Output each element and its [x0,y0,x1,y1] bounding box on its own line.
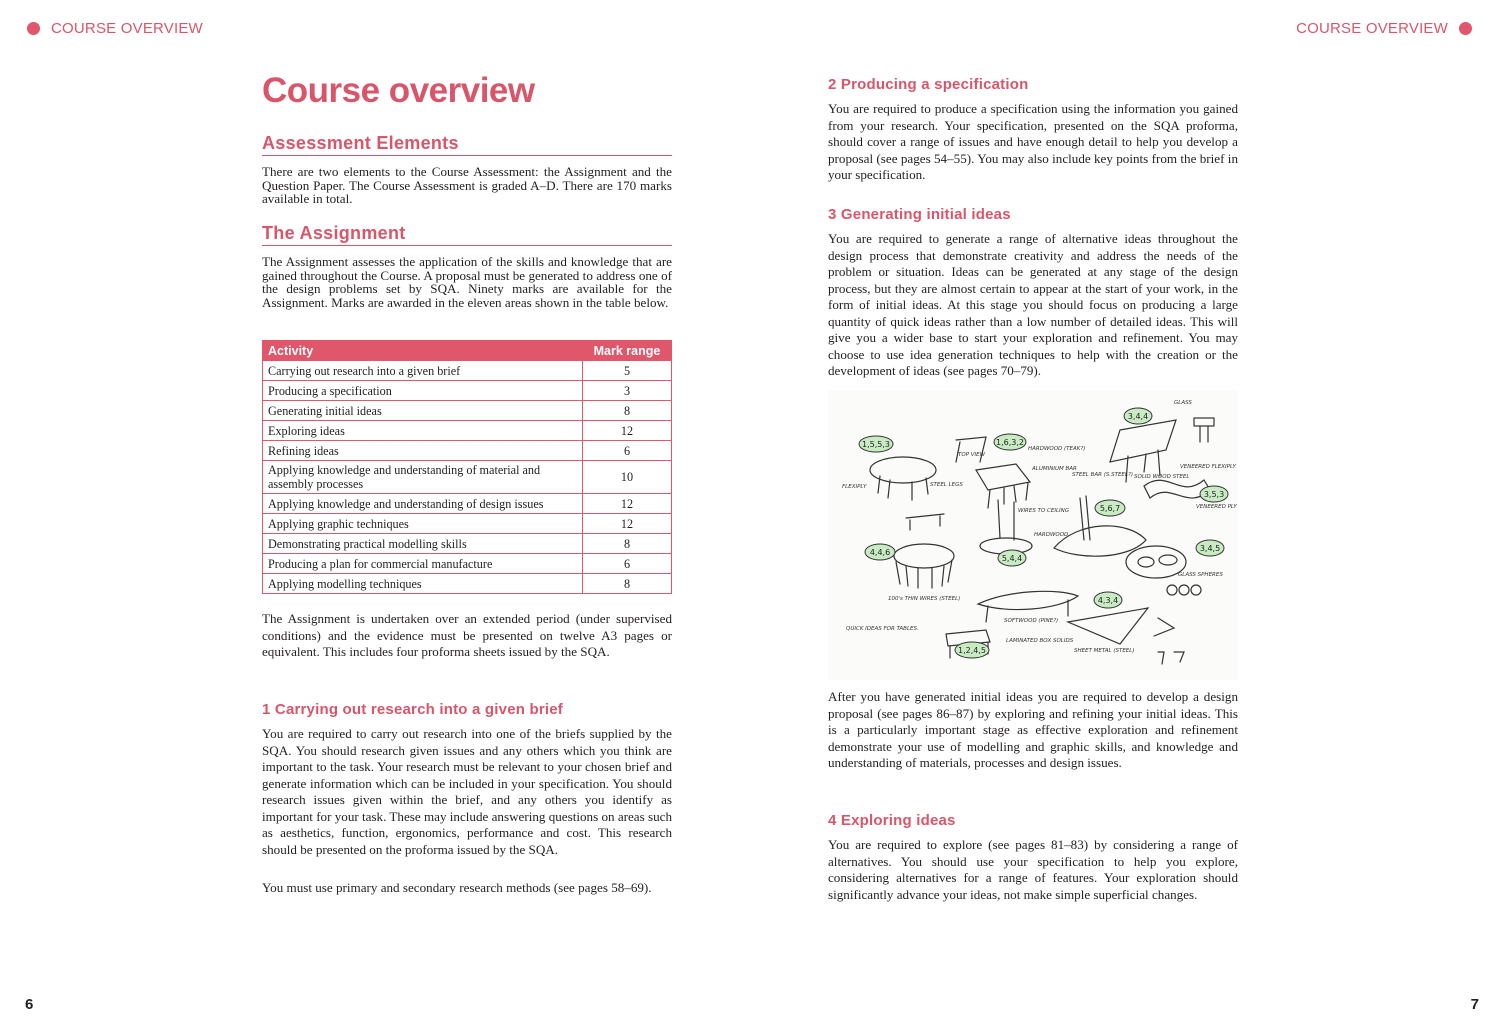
sketch-annotation: STEEL BAR (S.STEEL?) [1072,472,1134,478]
activity-cell: Demonstrating practical modelling skills [263,534,583,554]
marks-cell: 6 [583,554,672,574]
idea-badge-label: 1,5,5,3 [862,440,890,449]
table-header-row [263,341,672,361]
marks-cell: 12 [583,421,672,441]
sketch-annotation: WIRES TO CEILING [1018,508,1070,514]
sketch-annotation: HARDWOOD [1034,532,1069,538]
sketch-annotation: 100's THIN WIRES (STEEL) [888,596,961,602]
sketch-annotation: HARDWOOD (TEAK?) [1028,446,1086,452]
section4-heading: 4 Exploring ideas [828,812,956,829]
table-row [263,574,672,594]
section2-text: You are required to produce a specification using the information you gained from your research. Your specification, presented on the SQA proforma, should cover a range of issues and have enough detail to help you develop a proposal (see pages 54–55). You may also include key points from the brief in your specification. [828,101,1238,182]
running-header-left-text: COURSE OVERVIEW [51,20,203,37]
activity-cell: Exploring ideas [263,421,583,441]
sketch-annotation: TOP VIEW [958,452,986,458]
idea-badge-label: 4,4,6 [869,548,891,557]
marks-cell: 3 [583,381,672,401]
sketch-annotation: SOLID WOOD STEEL [1134,474,1190,480]
running-header-right [1296,20,1472,37]
page-number-right: 7 [1470,996,1479,1013]
assignment-period-text: The Assignment is undertaken over an extended period (under supervised conditions) and the evidence must be presented on twelve A3 pages or equivalent. This includes four proforma sheets issued by the SQA. [262,611,672,659]
idea-badge-label: 1,6,3,2 [996,438,1024,447]
section2-heading: 2 Producing a specification [828,76,1029,93]
activity-cell: Applying knowledge and understanding of material and assembly processes [263,461,583,494]
marks-cell: 8 [583,574,672,594]
idea-badge-label: 1,2,4,5 [958,646,986,655]
idea-badge-label: 5,6,7 [1099,504,1121,513]
idea-badge-label: 3,4,4 [1127,412,1149,421]
sketch-annotation: SOFTWOOD (PINE?) [1004,618,1059,624]
section1-text-research-methods: You must use primary and secondary research methods (see pages 58–69). [262,880,652,895]
table-row [263,514,672,534]
sketch-triangle-table [1068,608,1148,644]
section4-text: You are required to explore (see pages 81–83) by considering a range of alternatives. You should use your specification to help you explore, considering alternatives for a range of features. Your exploration should significantly advance your ideas, not make simple superficial changes. [828,837,1238,902]
activity-cell: Applying knowledge and understanding of design issues [263,494,583,514]
marks-cell: 8 [583,401,672,421]
sketch-trestle-table [956,437,986,462]
marks-cell: 10 [583,461,672,494]
section1-text: You are required to carry out research into one of the briefs supplied by the SQA. You should research given issues and any others which you think are important to the task. Your research must be relevant to your chosen brief and generate information which can be included in your specification. You should research issues given within the brief, and any others you identify as important for your task. These may include answering questions on areas such as aesthetics, function, ergonomics, performance and cost. This research should be presented on the proforma issued by the SQA. [262,726,672,857]
activity-cell: Generating initial ideas [263,401,583,421]
after-ideas-text: After you have generated initial ideas you are required to develop a design proposal (see pages 86–87) by exploring and refining your initial ideas. This is a particularly important stage as effective exploration and refinement demonstrate your use of modelling and graphic skills, and knowledge and understanding of materials, processes and design issues. [828,689,1238,770]
sketch-annotation: VENEERED PLY [1196,504,1237,510]
sketch-annotation: VENEERED FLEXIPLY [1180,464,1236,470]
marks-cell: 8 [583,534,672,554]
table-sketches-drawing [828,390,1238,680]
activity-cell: Applying graphic techniques [263,514,583,534]
idea-badge-label: 3,5,3 [1203,490,1225,499]
initial-ideas-sketch [828,390,1238,680]
table-header-activity: Activity [263,341,583,361]
page-number-left: 6 [25,996,34,1013]
activity-cell: Applying modelling techniques [263,574,583,594]
activity-cell: Producing a specification [263,381,583,401]
sketch-annotation: LAMINATED BOX SOLIDS [1006,638,1074,644]
activity-cell: Producing a plan for commercial manufacture [263,554,583,574]
assignment-text: The Assignment assesses the application of the skills and knowledge that are gained throughout the Course. A proposal must be generated to address one of the design problems set by SQA. Ninety marks are available for the Assignment. Marks are awarded in the eleven areas shown in the table below. [262,254,672,310]
sketch-annotation: ALUMINIUM BAR [1032,466,1077,472]
table-row [263,381,672,401]
running-header-left [27,20,203,37]
assessment-elements-text: There are two elements to the Course Assessment: the Assignment and the Question Paper. The Course Assessment is graded A–D. There are 170 marks available in total. [262,164,672,206]
activity-cell: Carrying out research into a given brief [263,361,583,381]
page-title: Course overview [262,71,535,110]
table-row [263,534,672,554]
table-row [263,461,672,494]
activity-cell: Refining ideas [263,441,583,461]
bullet-dot-icon [27,22,40,35]
table-row [263,421,672,441]
section3-heading: 3 Generating initial ideas [828,206,1011,223]
idea-badge-label: 3,4,5 [1199,544,1221,553]
sketch-front-view [906,514,944,530]
sketch-rect-table [976,464,1030,490]
sketch-annotation: GLASS [1174,400,1192,406]
sketch-long-table [978,591,1078,609]
section1-heading: 1 Carrying out research into a given brief [262,701,563,718]
sketch-annotation: FLEXIPLY [842,484,867,490]
idea-badge-label: 5,4,4 [1001,554,1023,563]
marks-cell: 12 [583,514,672,534]
mark-range-table [262,340,672,594]
marks-cell: 12 [583,494,672,514]
table-header-mark-range: Mark range [583,341,672,361]
running-header-right-text: COURSE OVERVIEW [1296,20,1448,37]
table-row [263,361,672,381]
bullet-dot-icon [1459,22,1472,35]
table-row [263,441,672,461]
sketch-annotation: STEEL LEGS [930,482,963,488]
idea-badge-label: 4,3,4 [1097,596,1119,605]
table-row [263,494,672,514]
assessment-elements-heading: Assessment Elements [262,133,672,156]
sketch-annotation: GLASS SPHERES [1178,572,1223,578]
sketch-glass-table [1110,420,1176,462]
marks-cell: 6 [583,441,672,461]
sketch-annotation: QUICK IDEAS FOR TABLES. [846,626,919,632]
sketch-annotation: SHEET METAL (STEEL) [1074,648,1135,654]
assignment-heading: The Assignment [262,223,672,246]
marks-cell: 5 [583,361,672,381]
table-row [263,554,672,574]
sketch-drum-table [894,544,954,568]
section3-text: You are required to generate a range of alternative ideas throughout the design process that demonstrate creativity and address the needs of the problem or situation. Ideas can be generated at any stage of the design process, but they are almost certain to appear at the start of your work, in the form of initial ideas. At this stage you should focus on producing a large quantity of quick ideas rather than a low number of detailed ideas. This will give you a wider base to start your exploration and refinement. You may choose to use idea generation techniques to help with the creation or the development of ideas (see pages 70–79). [828,231,1238,378]
table-row [263,401,672,421]
